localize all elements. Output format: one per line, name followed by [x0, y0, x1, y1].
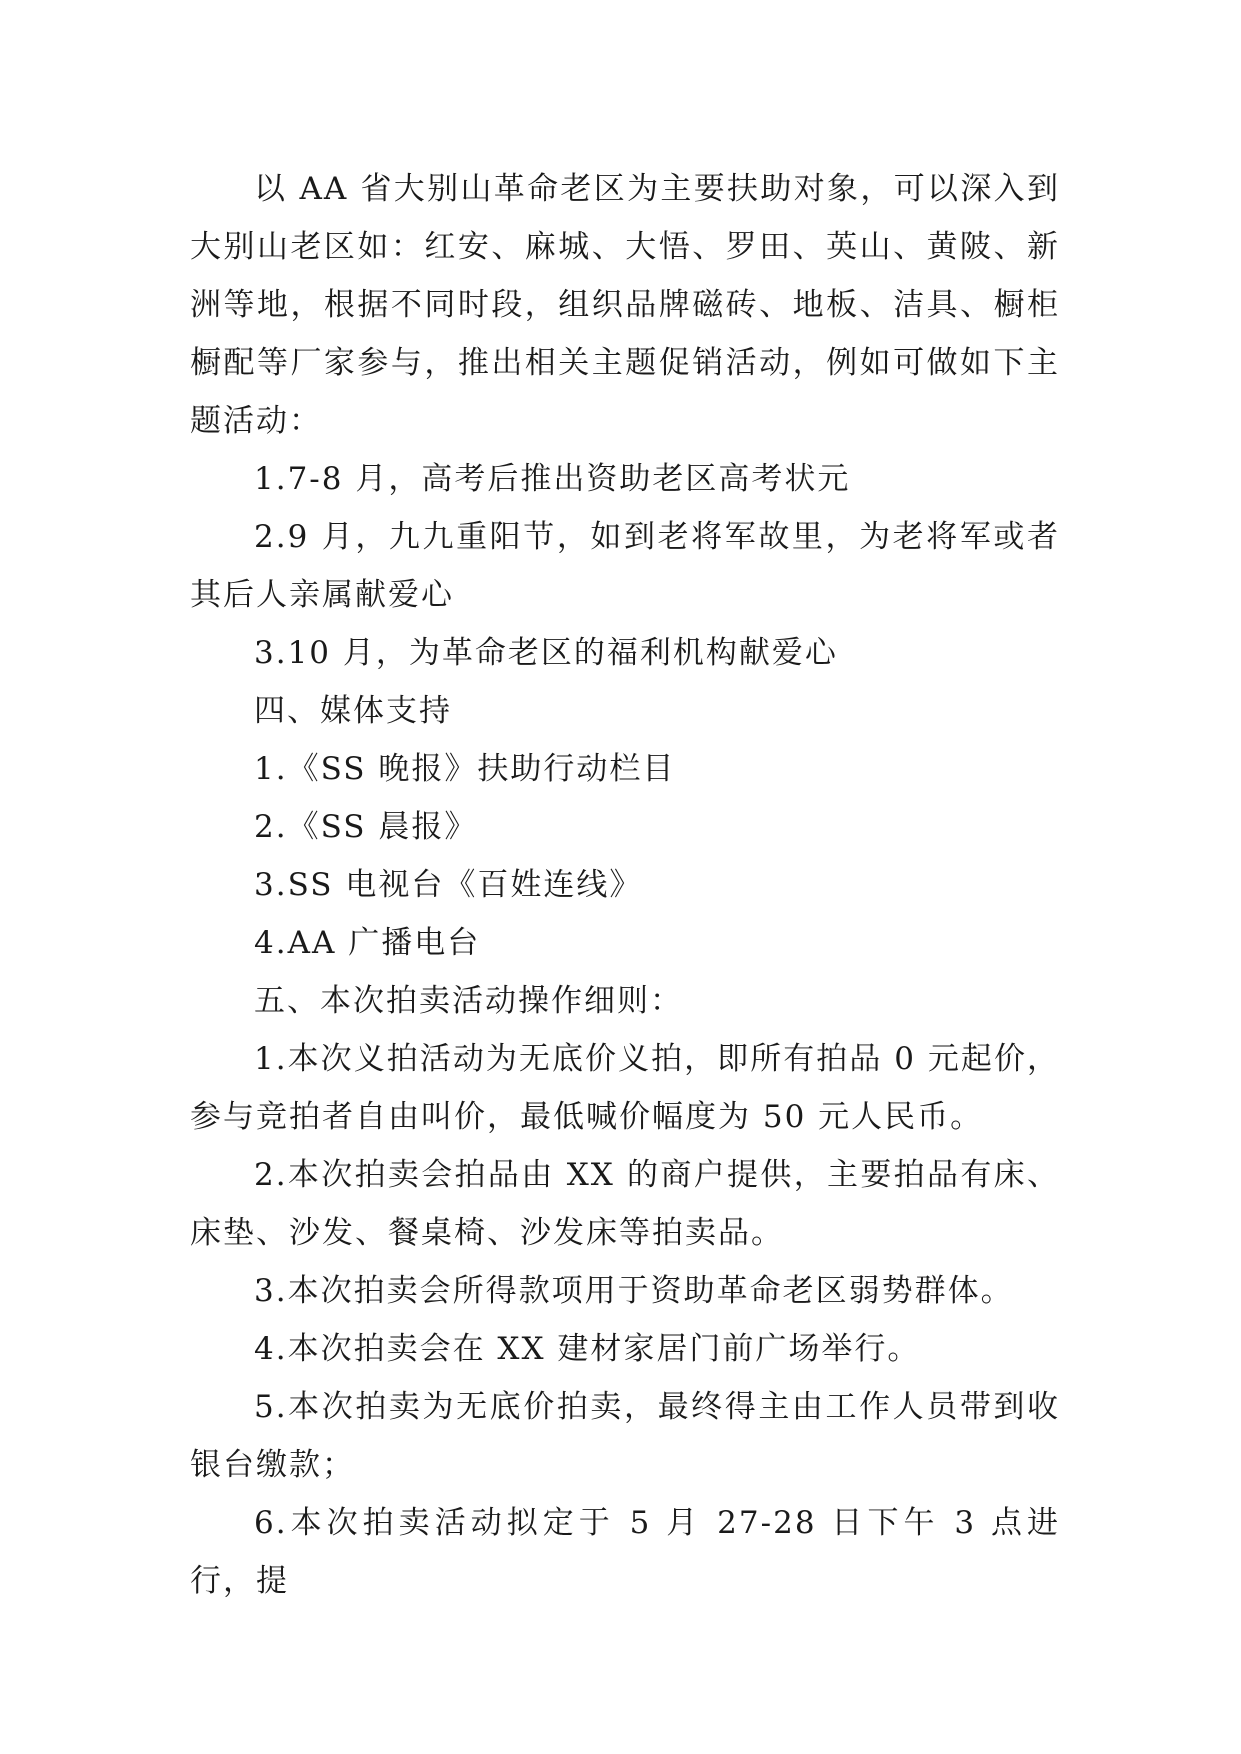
section-heading-media-support: 四、媒体支持	[254, 693, 452, 729]
list-item-theme-3: 3.10 月，为革命老区的福利机构献爱心	[254, 635, 838, 671]
list-item-media-3: 3.SS 电视台《百姓连线》	[254, 867, 643, 903]
paragraph-intro: 以 AA 省大别山革命老区为主要扶助对象，可以深入到大别山老区如：红安、麻城、大悟、罗田、英山、黄陂、新洲等地，根据不同时段，组织品牌磁砖、地板、洁具、橱柜橱配等厂家参与，推出相关主题促销活动，例如可做如下主题活动：	[190, 171, 1060, 439]
list-item-rule-1: 1.本次义拍活动为无底价义拍，即所有拍品 0 元起价，参与竞拍者自由叫价，最低喊价幅度为 50 元人民币。	[190, 1041, 1060, 1135]
list-item-media-1: 1.《SS 晚报》扶助行动栏目	[254, 751, 676, 787]
list-item-rule-6: 6.本次拍卖活动拟定于 5 月 27-28 日下午 3 点进行，提	[190, 1505, 1060, 1599]
list-item-rule-5: 5.本次拍卖为无底价拍卖，最终得主由工作人员带到收银台缴款；	[190, 1389, 1060, 1483]
document-body	[190, 160, 1060, 1610]
list-item-theme-2: 2.9 月，九九重阳节，如到老将军故里，为老将军或者其后人亲属献爱心	[190, 519, 1060, 613]
list-item-rule-2: 2.本次拍卖会拍品由 XX 的商户提供，主要拍品有床、床垫、沙发、餐桌椅、沙发床等拍卖品。	[190, 1157, 1060, 1251]
list-item-rule-3: 3.本次拍卖会所得款项用于资助革命老区弱势群体。	[254, 1273, 1014, 1309]
list-item-media-2: 2.《SS 晨报》	[254, 809, 478, 845]
section-heading-auction-rules: 五、本次拍卖活动操作细则：	[254, 983, 683, 1019]
list-item-media-4: 4.AA 广播电台	[254, 925, 481, 961]
list-item-theme-1: 1.7-8 月，高考后推出资助老区高考状元	[254, 461, 851, 497]
list-item-rule-4: 4.本次拍卖会在 XX 建材家居门前广场举行。	[254, 1331, 921, 1367]
